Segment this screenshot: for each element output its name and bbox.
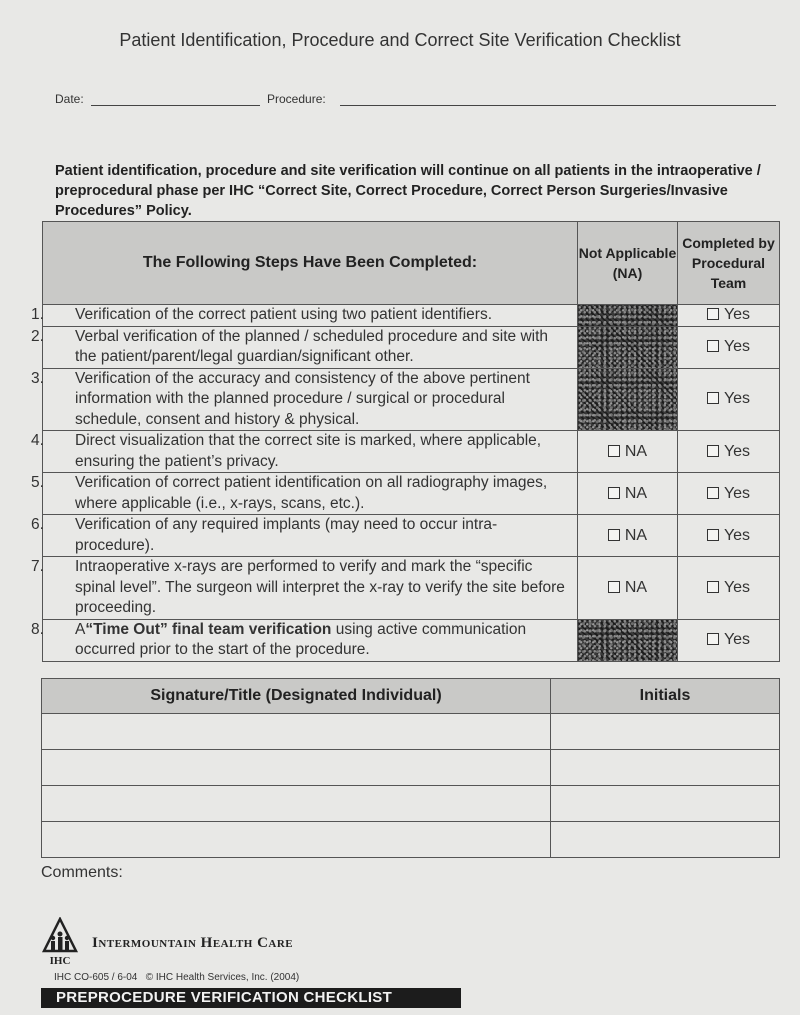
signature-row [42, 714, 780, 750]
na-header: Not Applicable (NA) [578, 222, 678, 305]
step-text [31, 515, 578, 557]
step-number: 8. [31, 620, 44, 638]
yes-label: Yes [723, 306, 751, 324]
yes-checkbox[interactable] [707, 487, 719, 499]
yes-cell [678, 431, 780, 473]
step-text [31, 431, 578, 473]
na-label: NA [624, 442, 648, 460]
step-description-prefix: A [75, 620, 86, 638]
na-cell [578, 557, 678, 620]
yes-label: Yes [723, 578, 751, 596]
step-row [43, 619, 780, 661]
step-number: 3. [31, 369, 44, 387]
yes-label: Yes [723, 442, 751, 460]
yes-cell [678, 326, 780, 368]
na-label: NA [624, 578, 648, 596]
na-checkbox[interactable] [608, 487, 620, 499]
step-row [43, 431, 780, 473]
step-number: 6. [31, 516, 44, 533]
step-number: 2. [31, 327, 44, 345]
step-text [31, 557, 578, 620]
procedure-label: Procedure: [267, 92, 326, 106]
step-number: 5. [31, 474, 44, 491]
na-label: NA [624, 526, 648, 544]
signature-cell[interactable] [42, 714, 551, 750]
step-row [43, 326, 780, 368]
initials-cell[interactable] [551, 786, 780, 822]
signature-cell[interactable] [42, 822, 551, 858]
na-label: NA [624, 484, 648, 502]
yes-checkbox[interactable] [707, 529, 719, 541]
step-description-emphasis: “Time Out” final team verification [85, 620, 332, 638]
step-text [31, 326, 578, 368]
step-text [31, 473, 578, 515]
initials-header: Initials [551, 679, 780, 714]
yes-label: Yes [723, 390, 751, 408]
step-text [31, 305, 578, 327]
comments-label: Comments: [41, 864, 123, 881]
steps-header: The Following Steps Have Been Completed: [43, 222, 578, 305]
signature-row [42, 822, 780, 858]
signature-cell[interactable] [42, 750, 551, 786]
signature-header: Signature/Title (Designated Individual) [42, 679, 551, 714]
yes-cell [678, 557, 780, 620]
na-cell [578, 473, 678, 515]
yes-label: Yes [723, 526, 751, 544]
form-title-bar: PREPROCEDURE VERIFICATION CHECKLIST [41, 988, 461, 1008]
na-checkbox[interactable] [608, 445, 620, 457]
yes-label: Yes [723, 338, 751, 355]
step-description: Verification of any required implants (may need to occur intra-procedure). [75, 516, 498, 554]
yes-cell [678, 368, 780, 431]
form-code-line [54, 972, 299, 983]
steps-table [31, 221, 780, 662]
intro-statement: Patient identification, procedure and site verification will continue on all patients in the intraoperative / preprocedural phase per IHC “Correct Site, Correct Procedure, Correct Person Surgeries/Invasive Procedures” Policy. [55, 163, 761, 219]
signature-table [41, 678, 780, 858]
page-title: Patient Identification, Procedure and Correct Site Verification Checklist [119, 30, 681, 50]
na-shaded-cell [578, 619, 678, 661]
yes-checkbox[interactable] [707, 633, 719, 645]
yes-checkbox[interactable] [707, 340, 719, 352]
step-description: Direct visualization that the correct site is marked, where applicable, ensuring the patient’s privacy. [75, 432, 542, 470]
step-row [43, 305, 780, 327]
na-checkbox[interactable] [608, 581, 620, 593]
na-shaded-cell [578, 326, 678, 368]
step-text [31, 619, 578, 661]
step-description: Verification of the correct patient using two patient identifiers. [75, 306, 493, 323]
copyright: © IHC Health Services, Inc. (2004) [145, 972, 300, 983]
signature-row [42, 750, 780, 786]
signature-cell[interactable] [42, 786, 551, 822]
step-description: Intraoperative x-rays are performed to verify and mark the “specific spinal level”. The surgeon will interpret the x-ray to verify the site before proceeding. [75, 558, 565, 616]
yes-label: Yes [723, 484, 751, 502]
yes-checkbox[interactable] [707, 445, 719, 457]
organization-name: Intermountain Health Care [92, 935, 294, 951]
yes-cell [678, 619, 780, 661]
yes-label: Yes [723, 631, 751, 648]
team-header: Completed by Procedural Team [678, 222, 780, 305]
yes-cell [678, 473, 780, 515]
date-label: Date: [55, 92, 84, 106]
date-line[interactable] [91, 105, 260, 106]
step-description: Verbal verification of the planned / scheduled procedure and site with the patient/parent/legal guardian/significant other. [75, 327, 549, 365]
ihc-logo-icon [40, 917, 80, 967]
step-number: 7. [31, 558, 44, 575]
step-description-suffix: using active communication occurred prior to the start of the procedure. [75, 620, 527, 658]
step-row [43, 515, 780, 557]
na-checkbox[interactable] [608, 529, 620, 541]
na-cell [578, 431, 678, 473]
step-row [43, 557, 780, 620]
step-text [31, 368, 578, 431]
step-row [43, 368, 780, 431]
step-number: 4. [31, 432, 44, 449]
yes-checkbox[interactable] [707, 392, 719, 404]
step-row [43, 473, 780, 515]
step-description: Verification of the accuracy and consistency of the above pertinent information with the planned procedure / surgical or procedural schedule, consent and history & physical. [75, 369, 530, 428]
na-shaded-cell [578, 368, 678, 431]
initials-cell[interactable] [551, 750, 780, 786]
yes-checkbox[interactable] [707, 308, 719, 320]
initials-cell[interactable] [551, 822, 780, 858]
yes-cell [678, 515, 780, 557]
na-cell [578, 515, 678, 557]
logo-wordmark: IHC [49, 955, 71, 967]
yes-checkbox[interactable] [707, 581, 719, 593]
header-fields [55, 92, 780, 112]
initials-cell[interactable] [551, 714, 780, 750]
yes-cell [678, 305, 780, 327]
signature-row [42, 786, 780, 822]
na-shaded-cell [578, 305, 678, 327]
procedure-line[interactable] [340, 105, 776, 106]
step-description: Verification of correct patient identification on all radiography images, where applicable (i.e., x-rays, scans, etc.). [75, 474, 548, 512]
form-code: IHC CO-605 / 6-04 [54, 972, 138, 983]
step-number: 1. [31, 306, 44, 323]
